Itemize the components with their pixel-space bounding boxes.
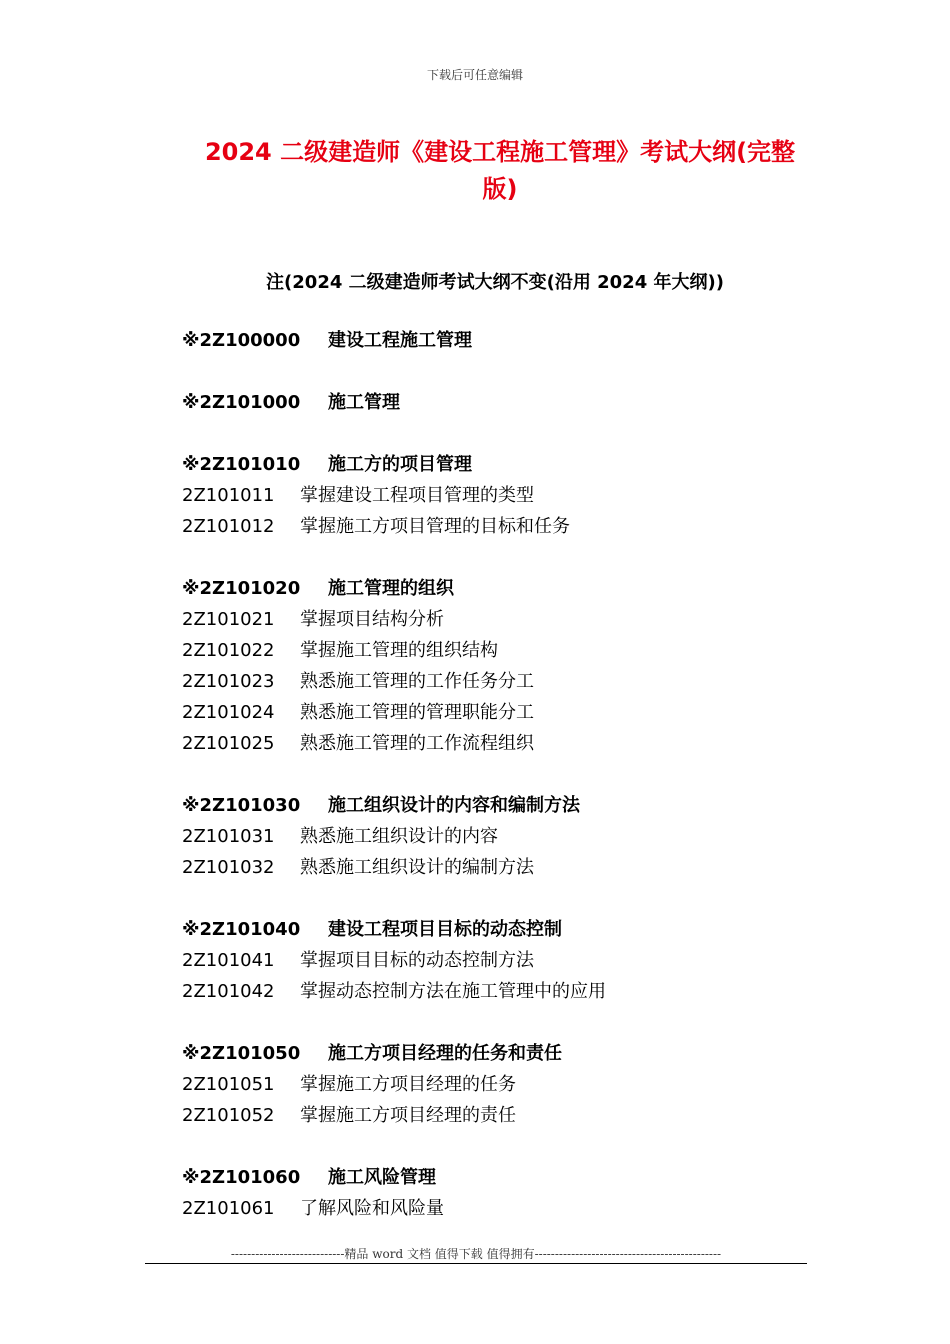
- outline-section: [182, 449, 822, 573]
- outline-section: [182, 573, 822, 790]
- item-code: 2Z101012: [182, 516, 275, 537]
- item-code: 2Z101061: [182, 1198, 275, 1219]
- title-line-2: 版): [482, 175, 518, 203]
- title-line-1: 2024 二级建造师《建设工程施工管理》考试大纲(完整: [204, 138, 796, 166]
- section-heading: [182, 914, 822, 945]
- item-text: 掌握施工方项目经理的任务: [300, 1074, 516, 1095]
- section-title: 建设工程施工管理: [328, 330, 472, 351]
- item-code: 2Z101011: [182, 485, 275, 506]
- outline-item: [182, 635, 822, 666]
- section-heading: [182, 449, 822, 480]
- section-code: ※2Z101030: [182, 795, 301, 816]
- item-text: 熟悉施工管理的工作流程组织: [300, 733, 534, 754]
- item-code: 2Z101042: [182, 981, 275, 1002]
- outline-item: [182, 697, 822, 728]
- outline-section: [182, 387, 822, 449]
- item-code: 2Z101024: [182, 702, 275, 723]
- item-code: 2Z101031: [182, 826, 275, 847]
- section-heading: [182, 1038, 822, 1069]
- section-heading: [182, 325, 822, 356]
- item-text: 掌握施工管理的组织结构: [300, 640, 498, 661]
- item-text: 掌握项目结构分析: [300, 609, 444, 630]
- item-text: 熟悉施工管理的工作任务分工: [300, 671, 534, 692]
- outline-section: [182, 790, 822, 914]
- document-title: [195, 134, 805, 208]
- item-text: 掌握动态控制方法在施工管理中的应用: [300, 981, 606, 1002]
- item-code: 2Z101025: [182, 733, 275, 754]
- outline-item: [182, 821, 822, 852]
- item-text: 了解风险和风险量: [300, 1198, 444, 1219]
- outline-section: [182, 325, 822, 387]
- item-code: 2Z101032: [182, 857, 275, 878]
- section-title: 施工方的项目管理: [328, 454, 472, 475]
- item-text: 熟悉施工组织设计的编制方法: [300, 857, 534, 878]
- item-code: 2Z101041: [182, 950, 275, 971]
- outline-section: [182, 914, 822, 1038]
- footer-rule: [145, 1263, 807, 1264]
- item-code: 2Z101051: [182, 1074, 275, 1095]
- section-heading: [182, 790, 822, 821]
- section-code: ※2Z101050: [182, 1043, 301, 1064]
- item-text: 掌握施工方项目经理的责任: [300, 1105, 516, 1126]
- outline-item: [182, 511, 822, 542]
- item-code: 2Z101022: [182, 640, 275, 661]
- section-heading: [182, 387, 822, 418]
- item-text: 掌握建设工程项目管理的类型: [300, 485, 534, 506]
- outline-item: [182, 1100, 822, 1131]
- section-title: 建设工程项目目标的动态控制: [328, 919, 562, 940]
- outline-item: [182, 945, 822, 976]
- outline-item: [182, 728, 822, 759]
- section-title: 施工管理的组织: [328, 578, 454, 599]
- item-code: 2Z101021: [182, 609, 275, 630]
- outline-item: [182, 666, 822, 697]
- section-heading: [182, 573, 822, 604]
- section-code: ※2Z101040: [182, 919, 301, 940]
- item-text: 掌握项目目标的动态控制方法: [300, 950, 534, 971]
- item-code: 2Z101052: [182, 1105, 275, 1126]
- section-title: 施工组织设计的内容和编制方法: [328, 795, 580, 816]
- section-code: ※2Z101010: [182, 454, 301, 475]
- section-title: 施工管理: [328, 392, 400, 413]
- outline-item: [182, 1069, 822, 1100]
- outline-content: [182, 325, 822, 1224]
- outline-item: [182, 604, 822, 635]
- outline-item: [182, 1193, 822, 1224]
- item-text: 掌握施工方项目管理的目标和任务: [300, 516, 570, 537]
- section-title: 施工风险管理: [328, 1167, 436, 1188]
- outline-section: [182, 1162, 822, 1224]
- page-footer: ----------------------------精品 word 文档 值得下载 值得拥有----------------------------------------------: [230, 1247, 722, 1261]
- item-code: 2Z101023: [182, 671, 275, 692]
- section-heading: [182, 1162, 822, 1193]
- outline-item: [182, 976, 822, 1007]
- item-text: 熟悉施工管理的管理职能分工: [300, 702, 534, 723]
- section-title: 施工方项目经理的任务和责任: [328, 1043, 562, 1064]
- section-code: ※2Z101000: [182, 392, 301, 413]
- note-line: 注(2024 二级建造师考试大纲不变(沿用 2024 年大纲)): [266, 272, 724, 293]
- outline-section: [182, 1038, 822, 1162]
- outline-item: [182, 480, 822, 511]
- section-code: ※2Z101060: [182, 1167, 301, 1188]
- item-text: 熟悉施工组织设计的内容: [300, 826, 498, 847]
- outline-item: [182, 852, 822, 883]
- page-header: 下载后可任意编辑: [426, 68, 523, 82]
- section-code: ※2Z100000: [182, 330, 301, 351]
- section-code: ※2Z101020: [182, 578, 301, 599]
